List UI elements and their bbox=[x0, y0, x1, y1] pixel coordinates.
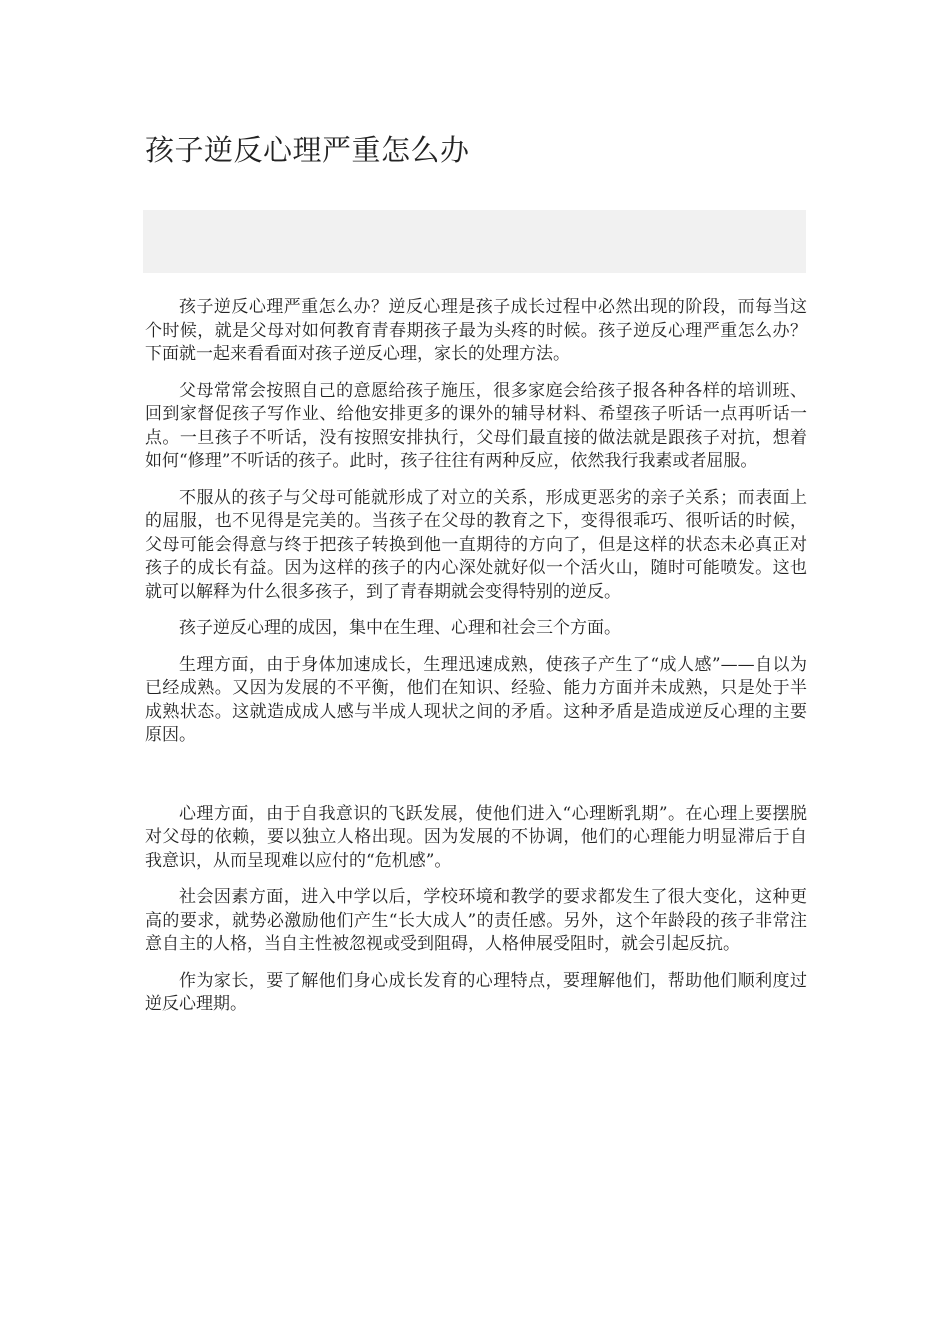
article-body bbox=[145, 296, 807, 1030]
paragraph-obedience: 不服从的孩子与父母可能就形成了对立的关系，形成更恶劣的亲子关系；而表面上的屈服，也不见得是完美的。当孩子在父母的教育之下，变得很乖巧、很听话的时候，父母可能会得意与终于把孩子转换到他一直期待的方向了，但是这样的状态未必真正对孩子的成长有益。因为这样的孩子的内心深处就好似一个活火山，随时可能喷发。这也就可以解释为什么很多孩子，到了青春期就会变得特别的逆反。 bbox=[145, 487, 807, 602]
paragraph-parent-pressure: 父母常常会按照自己的意愿给孩子施压，很多家庭会给孩子报各种各样的培训班、回到家督促孩子写作业、给他安排更多的课外的辅导材料、希望孩子听话一点再听话一点。一旦孩子不听话，没有按照安排执行，父母们最直接的做法就是跟孩子对抗，想着如何“修理”不听话的孩子。此时，孩子往往有两种反应，依然我行我素或者屈服。 bbox=[145, 380, 807, 471]
section-gap bbox=[145, 761, 807, 803]
paragraph-intro: 孩子逆反心理严重怎么办？逆反心理是孩子成长过程中必然出现的阶段，而每当这个时候，就是父母对如何教育青春期孩子最为头疼的时候。孩子逆反心理严重怎么办？下面就一起来看看面对孩子逆反心理，家长的处理方法。 bbox=[145, 297, 807, 364]
banner-placeholder bbox=[143, 210, 806, 273]
paragraph-physiological: 生理方面，由于身体加速成长，生理迅速成熟，使孩子产生了“成人感”——自以为已经成熟。又因为发展的不平衡，他们在知识、经验、能力方面并未成熟，只是处于半成熟状态。这就造成成人感与半成人现状之间的矛盾。这种矛盾是造成逆反心理的主要原因。 bbox=[145, 654, 807, 745]
paragraph-psychological: 心理方面，由于自我意识的飞跃发展，使他们进入“心理断乳期”。在心理上要摆脱对父母的依赖，要以独立人格出现。因为发展的不协调，他们的心理能力明显滞后于自我意识，从而呈现难以应付的“危机感”。 bbox=[145, 803, 807, 871]
paragraph-causes: 孩子逆反心理的成因，集中在生理、心理和社会三个方面。 bbox=[179, 618, 621, 638]
page-title: 孩子逆反心理严重怎么办 bbox=[145, 133, 470, 167]
paragraph-social: 社会因素方面，进入中学以后，学校环境和教学的要求都发生了很大变化，这种更高的要求，就势必激励他们产生“长大成人”的责任感。另外，这个年龄段的孩子非常注意自主的人格，当自主性被忽视或受到阻碍，人格伸展受阻时，就会引起反抗。 bbox=[145, 887, 807, 954]
paragraph-conclusion: 作为家长，要了解他们身心成长发育的心理特点，要理解他们，帮助他们顺利度过逆反心理期。 bbox=[145, 970, 807, 1014]
